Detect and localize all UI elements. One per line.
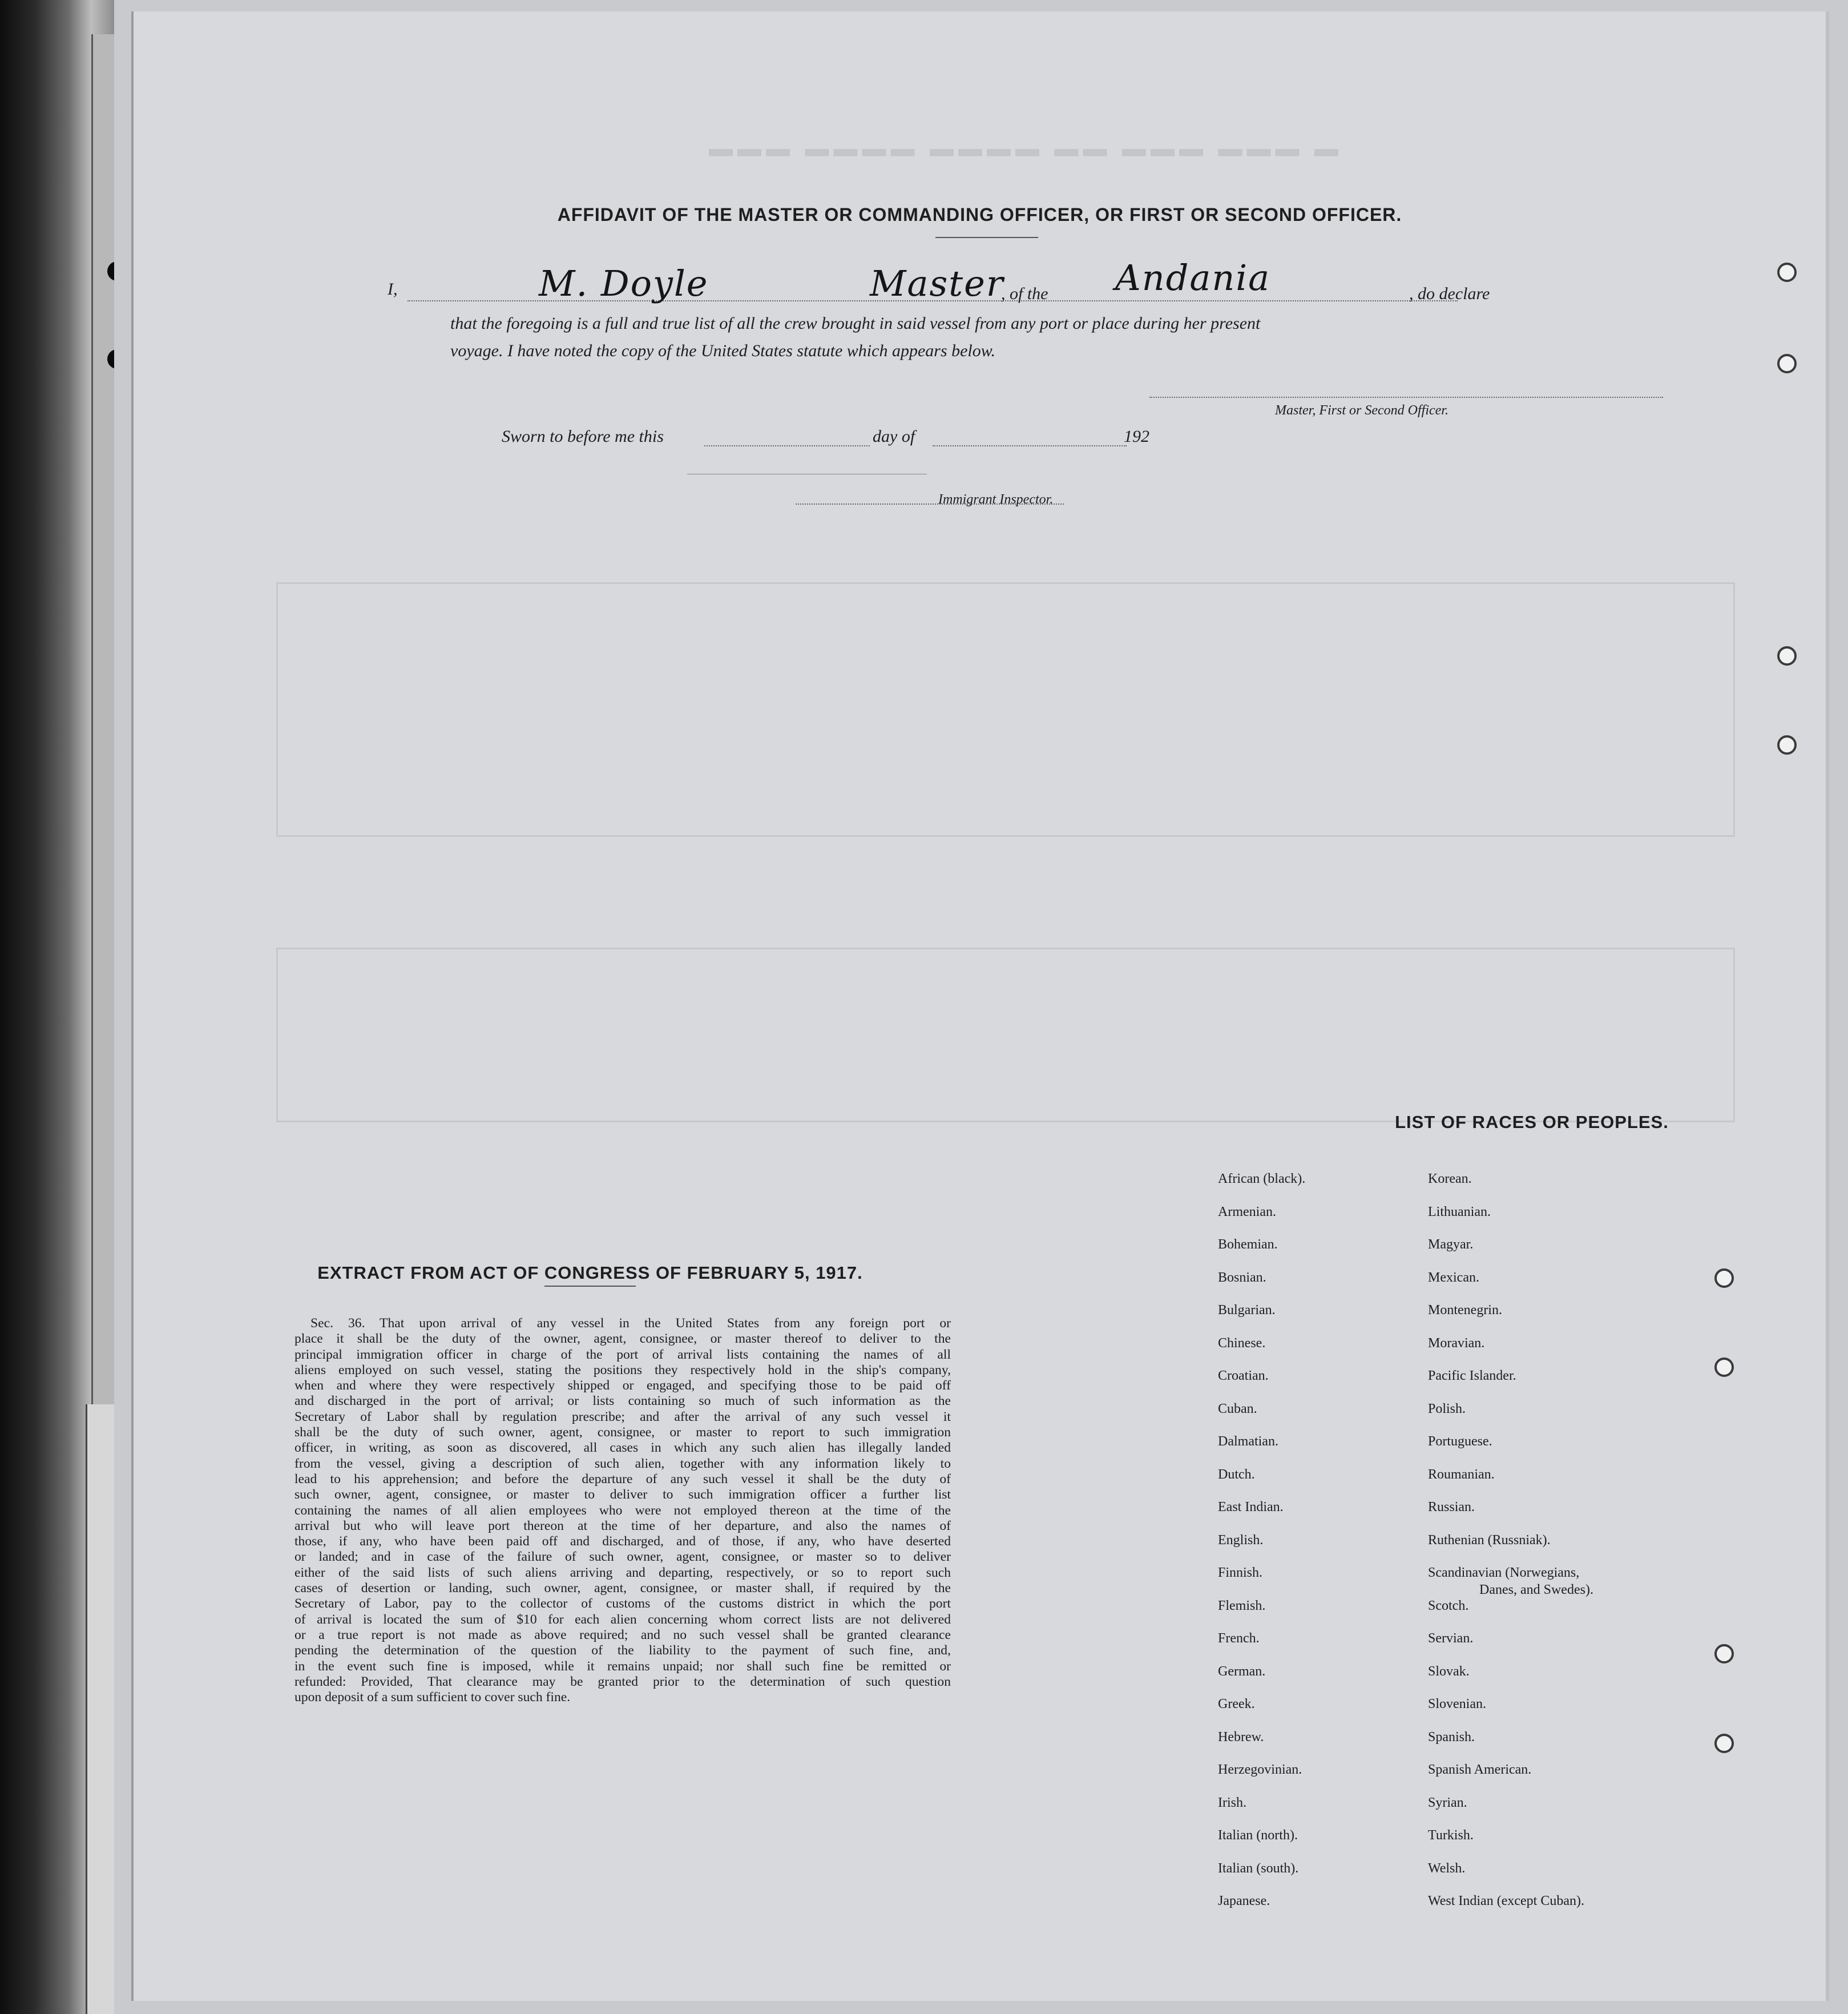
race-item: Bosnian.: [1218, 1270, 1266, 1285]
race-item: Croatian.: [1218, 1368, 1269, 1383]
race-item: German.: [1218, 1663, 1266, 1679]
race-item: Herzegovinian.: [1218, 1762, 1302, 1777]
race-item: Italian (north).: [1218, 1828, 1298, 1843]
race-item: Flemish.: [1218, 1598, 1266, 1613]
race-item: Lithuanian.: [1428, 1204, 1491, 1219]
inspector-caption: Immigrant Inspector.: [938, 492, 1054, 507]
statute-line: and discharged in the port of arrival; or lists containing so much of such information as the: [294, 1393, 951, 1409]
statute-line: place it shall be the duty of the owner, agent, consignee, or master thereof to deliver to the: [294, 1331, 951, 1347]
race-item: Pacific Islander.: [1428, 1368, 1516, 1383]
race-item: Bulgarian.: [1218, 1303, 1276, 1318]
statute-line: when and where they were respectively shipped or engaged, and specifying those to be paid off: [294, 1378, 951, 1393]
statute-line: pending the determination of the question of the liability to the payment of such fine, and,: [294, 1643, 951, 1658]
affidavit-title: AFFIDAVIT OF THE MASTER OR COMMANDING OFFICER, OR FIRST OR SECOND OFFICER.: [557, 204, 1402, 225]
race-item: Cuban.: [1218, 1401, 1257, 1416]
race-item: Dalmatian.: [1218, 1434, 1278, 1449]
race-item: Polish.: [1428, 1401, 1466, 1416]
race-item: Spanish American.: [1428, 1762, 1532, 1777]
race-item: Korean.: [1428, 1171, 1472, 1186]
bleed-through-box: [276, 582, 1735, 837]
punch-hole: [1777, 354, 1797, 373]
statute-line: in the event such fine is imposed, while it remains unpaid; nor shall such fine be remitted or: [294, 1658, 951, 1674]
race-item: Hebrew.: [1218, 1729, 1264, 1745]
statute-line: upon deposit of a sum sufficient to cover such fine.: [294, 1690, 571, 1705]
race-item: Welsh.: [1428, 1860, 1466, 1876]
statute-line: arrival but who will leave port thereon at the time of her departure, and also the names of: [294, 1518, 951, 1533]
race-item: Italian (south).: [1218, 1860, 1299, 1876]
extract-title-underline: [544, 1286, 636, 1287]
race-item: Moravian.: [1428, 1335, 1485, 1351]
race-item: East Indian.: [1218, 1500, 1284, 1514]
race-item: Servian.: [1428, 1631, 1474, 1646]
statute-line: from the vessel, giving a description of such alien, together with any information likely to: [294, 1456, 951, 1471]
race-item: Montenegrin.: [1428, 1303, 1502, 1318]
title-underline: [935, 237, 1038, 238]
race-scandinavian-cont: Danes, and Swedes).: [1479, 1582, 1593, 1597]
race-item: Armenian.: [1218, 1204, 1276, 1219]
affidavit-i: I,: [388, 280, 398, 299]
race-item: Magyar.: [1428, 1237, 1474, 1252]
races-title: LIST OF RACES OR PEOPLES.: [1395, 1112, 1669, 1132]
race-item: Scandinavian (Norwegians,: [1428, 1565, 1580, 1580]
race-item: Roumanian.: [1428, 1467, 1495, 1482]
affidavit-line-3: voyage. I have noted the copy of the United States statute which appears below.: [450, 341, 996, 360]
race-item: English.: [1218, 1532, 1264, 1548]
statute-line: Secretary of Labor, pay to the collector of customs of the customs district in which the port: [294, 1596, 951, 1612]
punch-hole: [1777, 646, 1797, 666]
race-item: African (black).: [1218, 1171, 1306, 1186]
statute-line: lead to his apprehension; and before the departure of any such vessel it shall be the duty of: [294, 1471, 951, 1487]
race-item: Russian.: [1428, 1500, 1475, 1514]
affidavit-line-2: that the foregoing is a full and true list of all the crew brought in said vessel from any port or place during her present: [450, 314, 1261, 333]
race-item: French.: [1218, 1631, 1260, 1646]
statute-line: shall be the duty of such owner, agent, consignee, or master to report to such immigration: [294, 1425, 951, 1440]
race-item: Chinese.: [1218, 1335, 1266, 1351]
bleed-through-mark: ▬ ▬▬▬ ▬▬▬ ▬▬ ▬▬▬▬ ▬▬▬▬ ▬▬▬: [704, 143, 1338, 170]
rank-handwritten: Master: [870, 263, 1004, 304]
race-item: Spanish.: [1428, 1729, 1475, 1745]
manifest-page: [131, 11, 1829, 2001]
race-item: Turkish.: [1428, 1828, 1474, 1843]
statute-line: aliens employed on such vessel, stating the positions they respectively hold in the ship's company,: [294, 1362, 951, 1377]
statute-line: of arrival is located the sum of $10 for each alien concerning whom correct lists are not delivered: [294, 1612, 951, 1627]
punch-hole: [1777, 263, 1797, 282]
statute-line: principal immigration officer in charge of the port of arrival lists containing the names of all: [294, 1347, 951, 1362]
signature-line: [1149, 397, 1663, 398]
master-name-handwritten: M. Doyle: [539, 263, 709, 304]
punch-hole: [1714, 1358, 1734, 1377]
of-the-text: , of the: [1001, 284, 1048, 303]
day-of-text: day of: [873, 427, 915, 446]
year-prefix: 192: [1124, 427, 1149, 446]
statute-line: or landed; and in case of the failure of such owner, agent, consignee, or master so to deliver: [294, 1549, 951, 1565]
bleed-through-box: [276, 948, 1735, 1122]
punch-hole: [1714, 1734, 1734, 1753]
sworn-prefix: Sworn to before me this: [502, 427, 664, 446]
statute-line: officer, in writing, as soon as discovered, all cases in which any such alien has illegally landed: [294, 1440, 951, 1456]
race-item: Mexican.: [1428, 1270, 1479, 1285]
statute-line: Secretary of Labor shall by regulation prescribe; and after the arrival of any such vessel it: [294, 1409, 951, 1424]
statute-line: such owner, agent, consignee, or master to deliver to such immigration officer a further list: [294, 1487, 951, 1503]
sworn-month-line: [933, 445, 1127, 446]
race-item: Slovenian.: [1428, 1697, 1486, 1711]
race-item: West Indian (except Cuban).: [1428, 1894, 1584, 1908]
signature-caption: Master, First or Second Officer.: [1275, 403, 1448, 418]
race-item: Irish.: [1218, 1795, 1246, 1810]
statute-line: or a true report is not made as above required; and no such vessel shall be granted clearance: [294, 1627, 951, 1642]
statute-line: cases of desertion or landing, such owner, agent, consignee, or master shall, if required by the: [294, 1581, 951, 1596]
statute-line: refunded: Provided, That clearance may be granted prior to the determination of such question: [294, 1674, 951, 1689]
punch-hole: [1777, 735, 1797, 755]
sworn-day-line: [704, 445, 870, 446]
race-item: Syrian.: [1428, 1795, 1467, 1810]
race-item: Greek.: [1218, 1697, 1255, 1711]
race-item: Japanese.: [1218, 1894, 1270, 1908]
punch-hole: [1714, 1644, 1734, 1663]
section-36-text: [294, 1316, 951, 1705]
race-item: Slovak.: [1428, 1663, 1470, 1679]
race-item: Portuguese.: [1428, 1434, 1492, 1449]
binder-edge: [0, 0, 131, 2014]
statute-line: those, if any, who have been paid off and discharged, and of those, if any, who have deserted: [294, 1534, 951, 1549]
statute-line: either of the said lists of such aliens arriving and departing, respectively, or so to report such: [294, 1565, 951, 1580]
punch-hole: [1714, 1268, 1734, 1288]
race-item: Ruthenian (Russniak).: [1428, 1532, 1551, 1548]
race-item: Scotch.: [1428, 1598, 1469, 1613]
race-item: Bohemian.: [1218, 1237, 1278, 1252]
vessel-name-handwritten: Andania: [1115, 257, 1271, 299]
extract-title: EXTRACT FROM ACT OF CONGRESS OF FEBRUARY 5, 1917.: [317, 1263, 863, 1283]
statute-line: containing the names of all alien employees who were not employed thereon at the time of the: [294, 1503, 951, 1518]
race-item: Dutch.: [1218, 1467, 1255, 1482]
statute-line: Sec. 36. That upon arrival of any vessel in the United States from any foreign port or: [310, 1316, 951, 1331]
race-item: Finnish.: [1218, 1565, 1263, 1580]
do-declare-text: , do declare: [1409, 284, 1490, 303]
